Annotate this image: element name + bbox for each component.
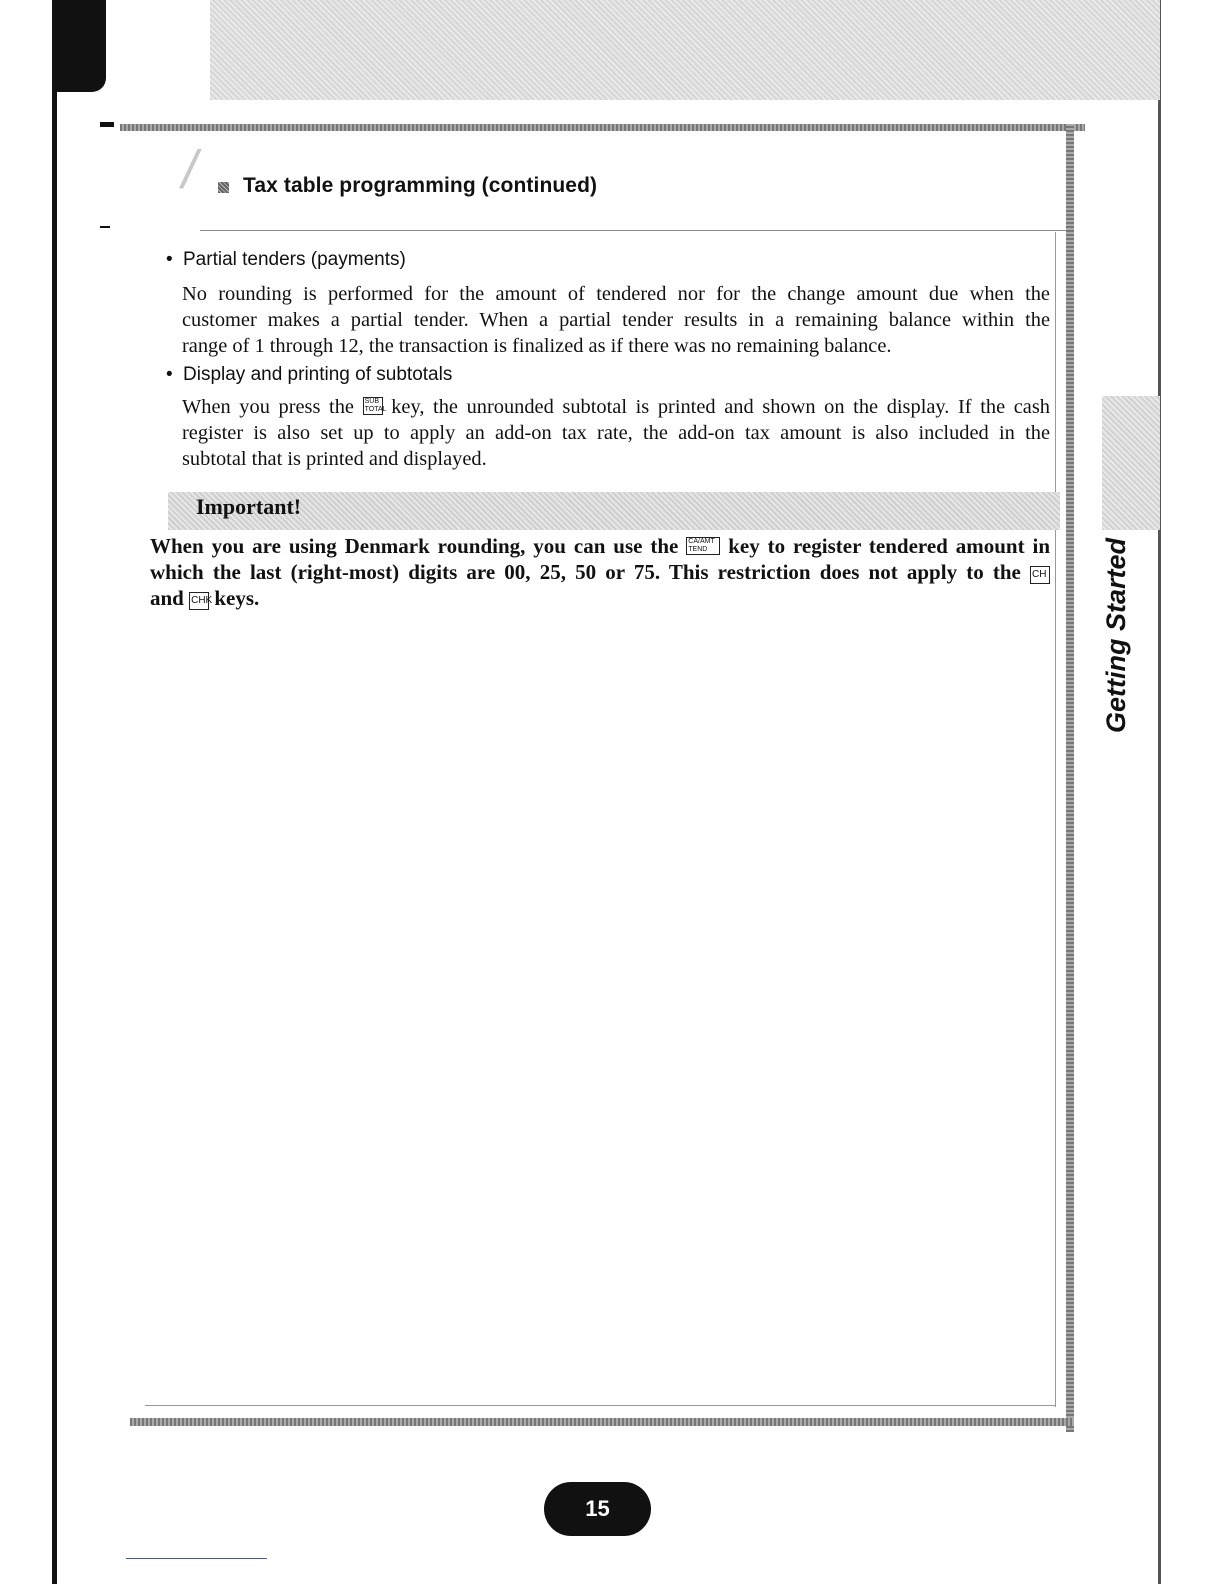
content-frame-inner-right (1055, 232, 1056, 1407)
key-label-bottom: TOTAL (364, 406, 387, 413)
side-tab-band (1102, 396, 1160, 530)
subtotals-paragraph (182, 394, 1050, 472)
important-line (150, 585, 1050, 611)
bullet-display-printing (166, 364, 452, 386)
important-text (150, 533, 1050, 611)
content-frame-right (1066, 124, 1074, 1432)
bullet-icon: • (166, 364, 173, 385)
binding-tab-top (52, 0, 106, 92)
paragraph-line: register is also set up to apply an add-on tax rate, the add-on tax amount is also included in the (182, 422, 1050, 444)
ch-key-icon: CH (1030, 566, 1050, 584)
paragraph-line: subtotal that is printed and displayed. (182, 448, 487, 470)
content-frame-inner-bottom (145, 1405, 1055, 1406)
text-run: key to register tendered amount in (728, 534, 1051, 558)
content-frame-top (120, 124, 1085, 131)
paragraph-line (182, 394, 1050, 420)
edge-mark-middle (100, 226, 110, 228)
heading-rule (200, 230, 1066, 231)
text-run: key, the unrounded subtotal is printed and shown on the display. If the cash (391, 396, 1050, 418)
section-marker-icon (218, 182, 229, 193)
bullet-partial-tenders (166, 249, 406, 271)
important-line (150, 559, 1050, 585)
header-band (210, 0, 1160, 100)
side-tab-text: Getting Started (1100, 537, 1131, 733)
key-label-bottom: TEND (688, 546, 708, 553)
page-number: 15 (544, 1482, 651, 1536)
important-band (168, 492, 1060, 530)
paragraph-line: range of 1 through 12, the transaction is finalized as if there was no remaining balance. (182, 335, 892, 357)
section-title: Tax table programming (continued) (243, 174, 598, 197)
text-run: which the last (right-most) digits are 00, 25, 50 or 75. This restriction does not apply to the (150, 560, 1021, 584)
subtotal-key-icon (363, 397, 387, 415)
key-label-top: CA/AMT (688, 538, 715, 545)
chapter-mark: / (182, 140, 198, 200)
paragraph-line: customer makes a partial tender. When a partial tender results in a remaining balance within the (182, 309, 1050, 331)
important-label: Important! (196, 494, 302, 519)
content-frame-bottom (130, 1418, 1074, 1426)
important-line (150, 533, 1050, 559)
footer-link-underline (126, 1558, 267, 1559)
text-run: keys. (214, 586, 260, 610)
page-right-edge (1158, 0, 1161, 1584)
bullet-heading: Display and printing of subtotals (183, 364, 453, 385)
chk-key-icon: CHK (189, 592, 209, 610)
text-run: When you are using Denmark rounding, you can use the (150, 534, 679, 558)
bullet-heading: Partial tenders (payments) (183, 249, 406, 270)
edge-mark-top (100, 122, 114, 127)
bullet-icon: • (166, 249, 173, 270)
text-run: and (150, 586, 184, 610)
binding-edge (52, 0, 57, 1584)
key-label-top: SUB (364, 398, 379, 405)
text-run: When you press the (182, 396, 354, 418)
side-tab-label (1096, 537, 1136, 733)
partial-tenders-paragraph (182, 281, 1050, 359)
paragraph-line: No rounding is performed for the amount of tendered nor for the change amount due when the (182, 283, 1050, 305)
ca-amt-tend-key-icon (686, 537, 720, 555)
